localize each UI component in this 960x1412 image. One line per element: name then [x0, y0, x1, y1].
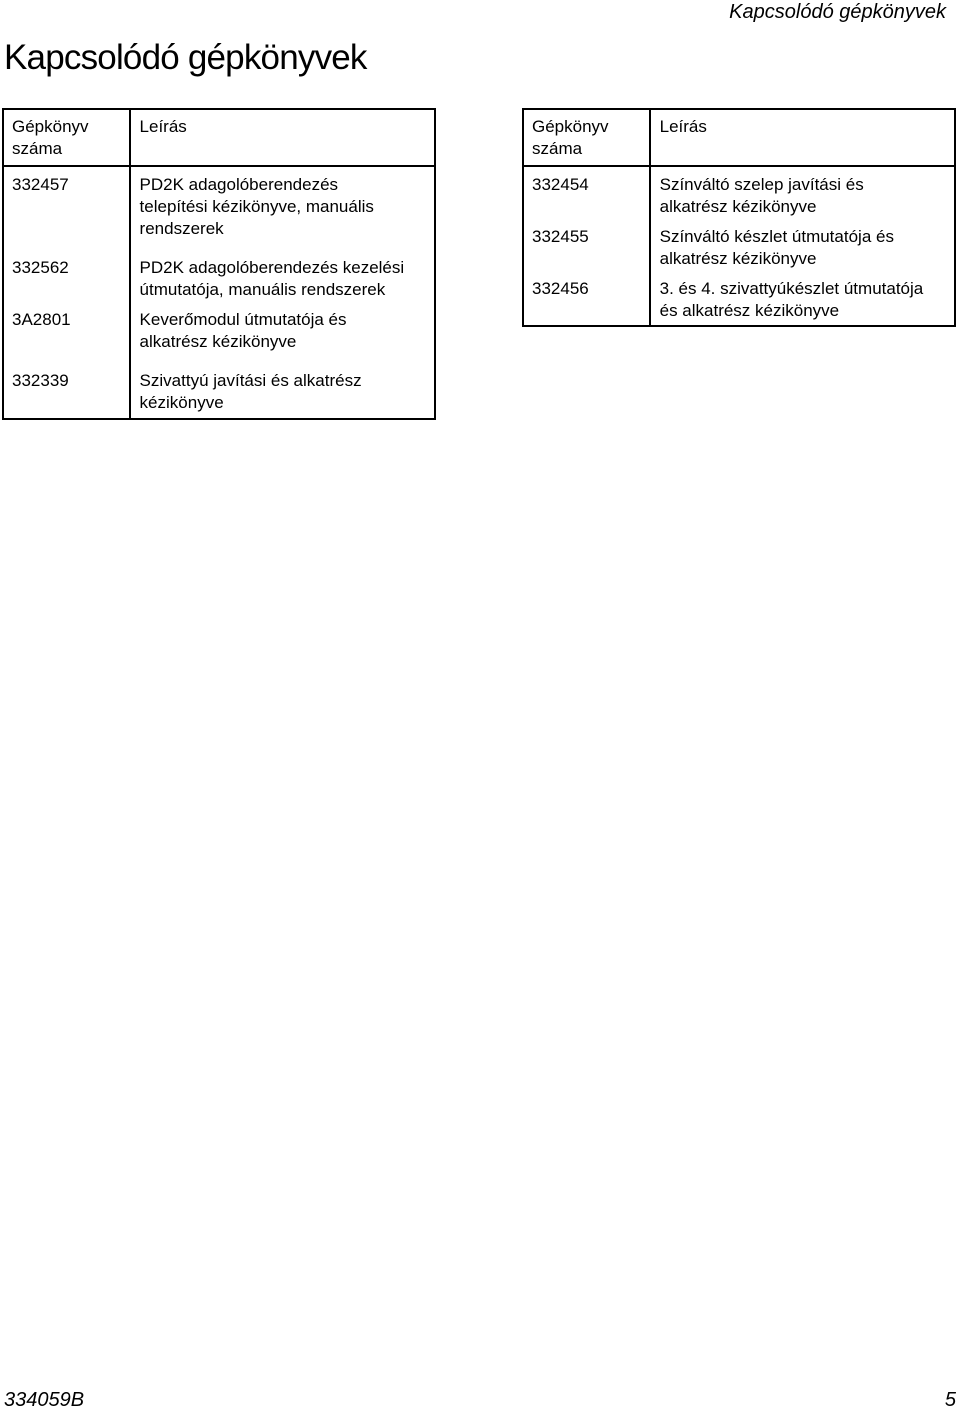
manual-number: 332456 [523, 273, 650, 326]
manual-description [650, 166, 955, 221]
manual-description [650, 273, 955, 326]
table-header-row [3, 109, 435, 166]
column-header-number-line: száma [12, 139, 63, 158]
manual-number: 332455 [523, 221, 650, 273]
table-row [3, 304, 435, 365]
description-line: Keverőmodul útmutatója és [139, 310, 347, 329]
table-row [523, 166, 955, 221]
description-line: kézikönyve [139, 393, 224, 412]
page-title: Kapcsolódó gépkönyvek [4, 38, 367, 77]
description-line: telepítési kézikönyve, manuális [139, 197, 374, 216]
column-header-number-line: Gépkönyv [532, 117, 609, 136]
manual-description [130, 252, 435, 304]
manual-number: 332457 [3, 166, 130, 252]
page-number: 5 [944, 1389, 956, 1411]
manual-number: 332562 [3, 252, 130, 304]
column-header-number [523, 109, 650, 166]
manual-description [130, 365, 435, 419]
table-row [523, 273, 955, 326]
manual-description [650, 221, 955, 273]
table-row [523, 221, 955, 273]
column-header-number-line: Gépkönyv [12, 117, 89, 136]
related-manuals-table-left [2, 108, 436, 420]
manual-number: 332339 [3, 365, 130, 419]
table-row [3, 252, 435, 304]
description-line: alkatrész kézikönyve [659, 197, 817, 216]
column-header-number-line: száma [532, 139, 583, 158]
manual-description [130, 166, 435, 252]
running-header: Kapcsolódó gépkönyvek [729, 1, 946, 23]
table-row [3, 365, 435, 419]
description-line: alkatrész kézikönyve [659, 249, 817, 268]
description-line: és alkatrész kézikönyve [659, 301, 840, 320]
related-manuals-table-right [522, 108, 956, 327]
description-line: rendszerek [139, 219, 224, 238]
description-line: 3. és 4. szivattyúkészlet útmutatója [659, 279, 924, 298]
manual-number: 332454 [523, 166, 650, 221]
description-line: Szivattyú javítási és alkatrész [139, 371, 362, 390]
column-header-description: Leírás [130, 109, 435, 166]
description-line: PD2K adagolóberendezés kezelési [139, 258, 405, 277]
document-number: 334059B [4, 1389, 85, 1411]
description-line: PD2K adagolóberendezés [139, 175, 339, 194]
description-line: alkatrész kézikönyve [139, 332, 297, 351]
table-row [3, 166, 435, 252]
manual-number: 3A2801 [3, 304, 130, 365]
column-header-number [3, 109, 130, 166]
description-line: útmutatója, manuális rendszerek [139, 280, 386, 299]
manual-description [130, 304, 435, 365]
description-line: Színváltó készlet útmutatója és [659, 227, 894, 246]
column-header-description: Leírás [650, 109, 955, 166]
table-header-row [523, 109, 955, 166]
description-line: Színváltó szelep javítási és [659, 175, 864, 194]
